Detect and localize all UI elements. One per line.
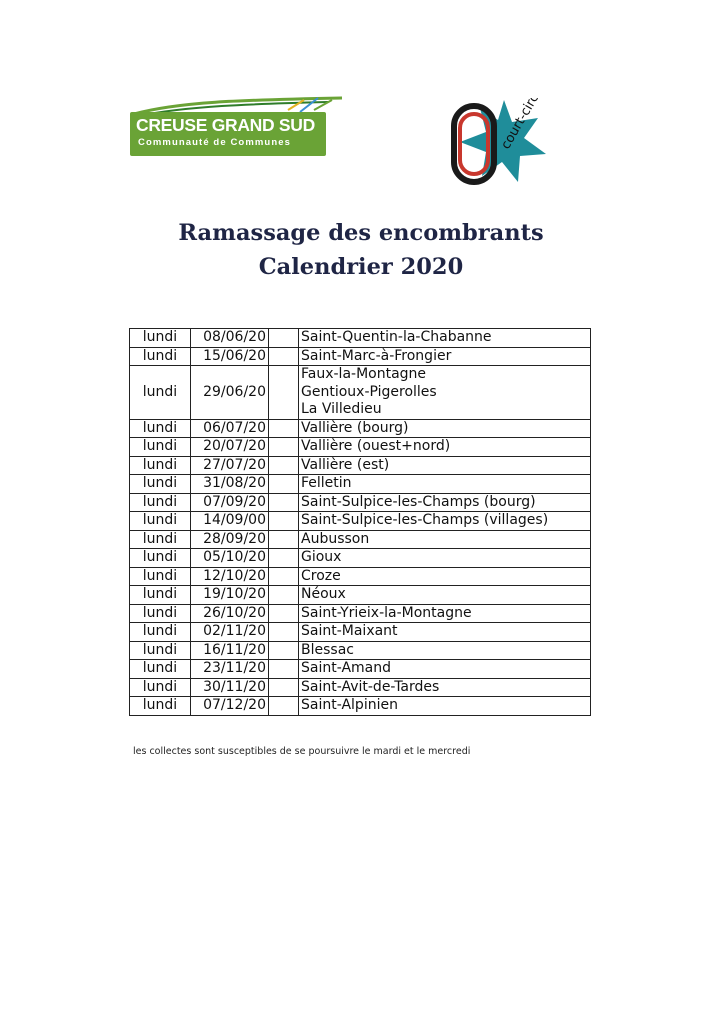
place-cell <box>299 641 591 660</box>
empty-cell <box>269 438 299 457</box>
logo-box <box>130 112 326 156</box>
table-row <box>130 660 591 679</box>
table-row <box>130 623 591 642</box>
empty-cell <box>269 641 299 660</box>
date-cell: 23/11/20 <box>191 660 269 679</box>
table-row <box>130 549 591 568</box>
day-cell: lundi <box>130 586 191 605</box>
date-cell: 26/10/20 <box>191 604 269 623</box>
place-cell <box>299 456 591 475</box>
table-row <box>130 347 591 366</box>
place-cell <box>299 586 591 605</box>
place-cell <box>299 604 591 623</box>
place-name: Saint-Avit-de-Tardes <box>301 678 440 695</box>
place-cell <box>299 567 591 586</box>
place-name: Saint-Marc-à-Frongier <box>301 347 452 364</box>
date-cell: 20/07/20 <box>191 438 269 457</box>
table-row <box>130 493 591 512</box>
empty-cell <box>269 366 299 420</box>
day-cell: lundi <box>130 419 191 438</box>
empty-cell <box>269 512 299 531</box>
place-cell <box>299 438 591 457</box>
empty-cell <box>269 347 299 366</box>
place-name: Vallière (ouest+nord) <box>301 438 451 454</box>
date-cell: 14/09/00 <box>191 512 269 531</box>
place-cell <box>299 623 591 642</box>
date-cell: 02/11/20 <box>191 623 269 642</box>
place-name: Felletin <box>301 475 352 491</box>
court-circuit-logo <box>446 98 552 188</box>
empty-cell <box>269 475 299 494</box>
table-row <box>130 586 591 605</box>
date-cell: 08/06/20 <box>191 329 269 348</box>
table-row <box>130 641 591 660</box>
day-cell: lundi <box>130 329 191 348</box>
place-name: Gioux <box>301 549 342 565</box>
table-row <box>130 567 591 586</box>
date-cell: 07/09/20 <box>191 493 269 512</box>
place-name: Faux-la-Montagne <box>301 366 427 382</box>
day-cell: lundi <box>130 623 191 642</box>
day-cell: lundi <box>130 366 191 420</box>
court-circuit-text: court-circuit <box>498 98 551 152</box>
day-cell: lundi <box>130 660 191 679</box>
place-name: Saint-Sulpice-les-Champs (villages) <box>301 512 549 528</box>
place-name: Blessac <box>301 641 354 658</box>
day-cell: lundi <box>130 567 191 586</box>
logo-subtitle: Communauté de Communes <box>138 137 291 148</box>
day-cell: lundi <box>130 641 191 660</box>
table-row <box>130 419 591 438</box>
empty-cell <box>269 697 299 716</box>
table-row <box>130 438 591 457</box>
place-cell <box>299 697 591 716</box>
day-cell: lundi <box>130 347 191 366</box>
table-row <box>130 512 591 531</box>
empty-cell <box>269 660 299 679</box>
place-name: Gentioux-Pigerolles <box>301 383 437 400</box>
table-row <box>130 456 591 475</box>
table-row <box>130 366 591 420</box>
page-title: Ramassage des encombrants <box>178 220 544 246</box>
place-cell <box>299 419 591 438</box>
date-cell: 15/06/20 <box>191 347 269 366</box>
empty-cell <box>269 549 299 568</box>
date-cell: 16/11/20 <box>191 641 269 660</box>
place-cell <box>299 660 591 679</box>
place-name: Aubusson <box>301 530 370 547</box>
day-cell: lundi <box>130 697 191 716</box>
date-cell: 28/09/20 <box>191 530 269 549</box>
place-cell <box>299 678 591 697</box>
date-cell: 27/07/20 <box>191 456 269 475</box>
day-cell: lundi <box>130 493 191 512</box>
place-cell <box>299 530 591 549</box>
place-name: Néoux <box>301 586 346 602</box>
day-cell: lundi <box>130 604 191 623</box>
table-row <box>130 329 591 348</box>
court-circuit-icon <box>446 98 552 188</box>
day-cell: lundi <box>130 678 191 697</box>
empty-cell <box>269 623 299 642</box>
creuse-grand-sud-logo <box>128 96 346 164</box>
place-cell <box>299 512 591 531</box>
place-cell <box>299 549 591 568</box>
day-cell: lundi <box>130 456 191 475</box>
place-cell <box>299 347 591 366</box>
place-name: Vallière (est) <box>301 456 390 473</box>
date-cell: 12/10/20 <box>191 567 269 586</box>
date-cell: 07/12/20 <box>191 697 269 716</box>
date-cell: 30/11/20 <box>191 678 269 697</box>
empty-cell <box>269 586 299 605</box>
table-row <box>130 604 591 623</box>
calendar-table <box>129 328 591 716</box>
place-name: Saint-Quentin-la-Chabanne <box>301 329 492 345</box>
empty-cell <box>269 493 299 512</box>
place-name: Croze <box>301 567 341 584</box>
table-row <box>130 697 591 716</box>
day-cell: lundi <box>130 549 191 568</box>
place-name: Vallière (bourg) <box>301 419 409 436</box>
place-cell <box>299 475 591 494</box>
day-cell: lundi <box>130 438 191 457</box>
empty-cell <box>269 530 299 549</box>
logo-title: CREUSE GRAND SUD <box>136 115 315 135</box>
footer-note: les collectes sont susceptibles de se poursuivre le mardi et le mercredi <box>133 746 471 757</box>
empty-cell <box>269 419 299 438</box>
day-cell: lundi <box>130 512 191 531</box>
place-cell <box>299 366 591 420</box>
place-cell <box>299 329 591 348</box>
table-row <box>130 530 591 549</box>
empty-cell <box>269 456 299 475</box>
place-name: Saint-Sulpice-les-Champs (bourg) <box>301 493 536 510</box>
date-cell: 31/08/20 <box>191 475 269 494</box>
page-subtitle: Calendrier 2020 <box>258 254 464 280</box>
place-name: Saint-Amand <box>301 660 392 676</box>
table-row <box>130 475 591 494</box>
empty-cell <box>269 604 299 623</box>
place-name: Saint-Maixant <box>301 623 398 639</box>
place-name: La Villedieu <box>301 401 382 417</box>
empty-cell <box>269 329 299 348</box>
date-cell: 19/10/20 <box>191 586 269 605</box>
place-cell <box>299 493 591 512</box>
day-cell: lundi <box>130 530 191 549</box>
place-name: Saint-Alpinien <box>301 697 398 713</box>
date-cell: 29/06/20 <box>191 366 269 420</box>
date-cell: 05/10/20 <box>191 549 269 568</box>
place-name: Saint-Yrieix-la-Montagne <box>301 604 472 621</box>
table-row <box>130 678 591 697</box>
empty-cell <box>269 678 299 697</box>
calendar-body <box>130 329 591 716</box>
date-cell: 06/07/20 <box>191 419 269 438</box>
day-cell: lundi <box>130 475 191 494</box>
empty-cell <box>269 567 299 586</box>
